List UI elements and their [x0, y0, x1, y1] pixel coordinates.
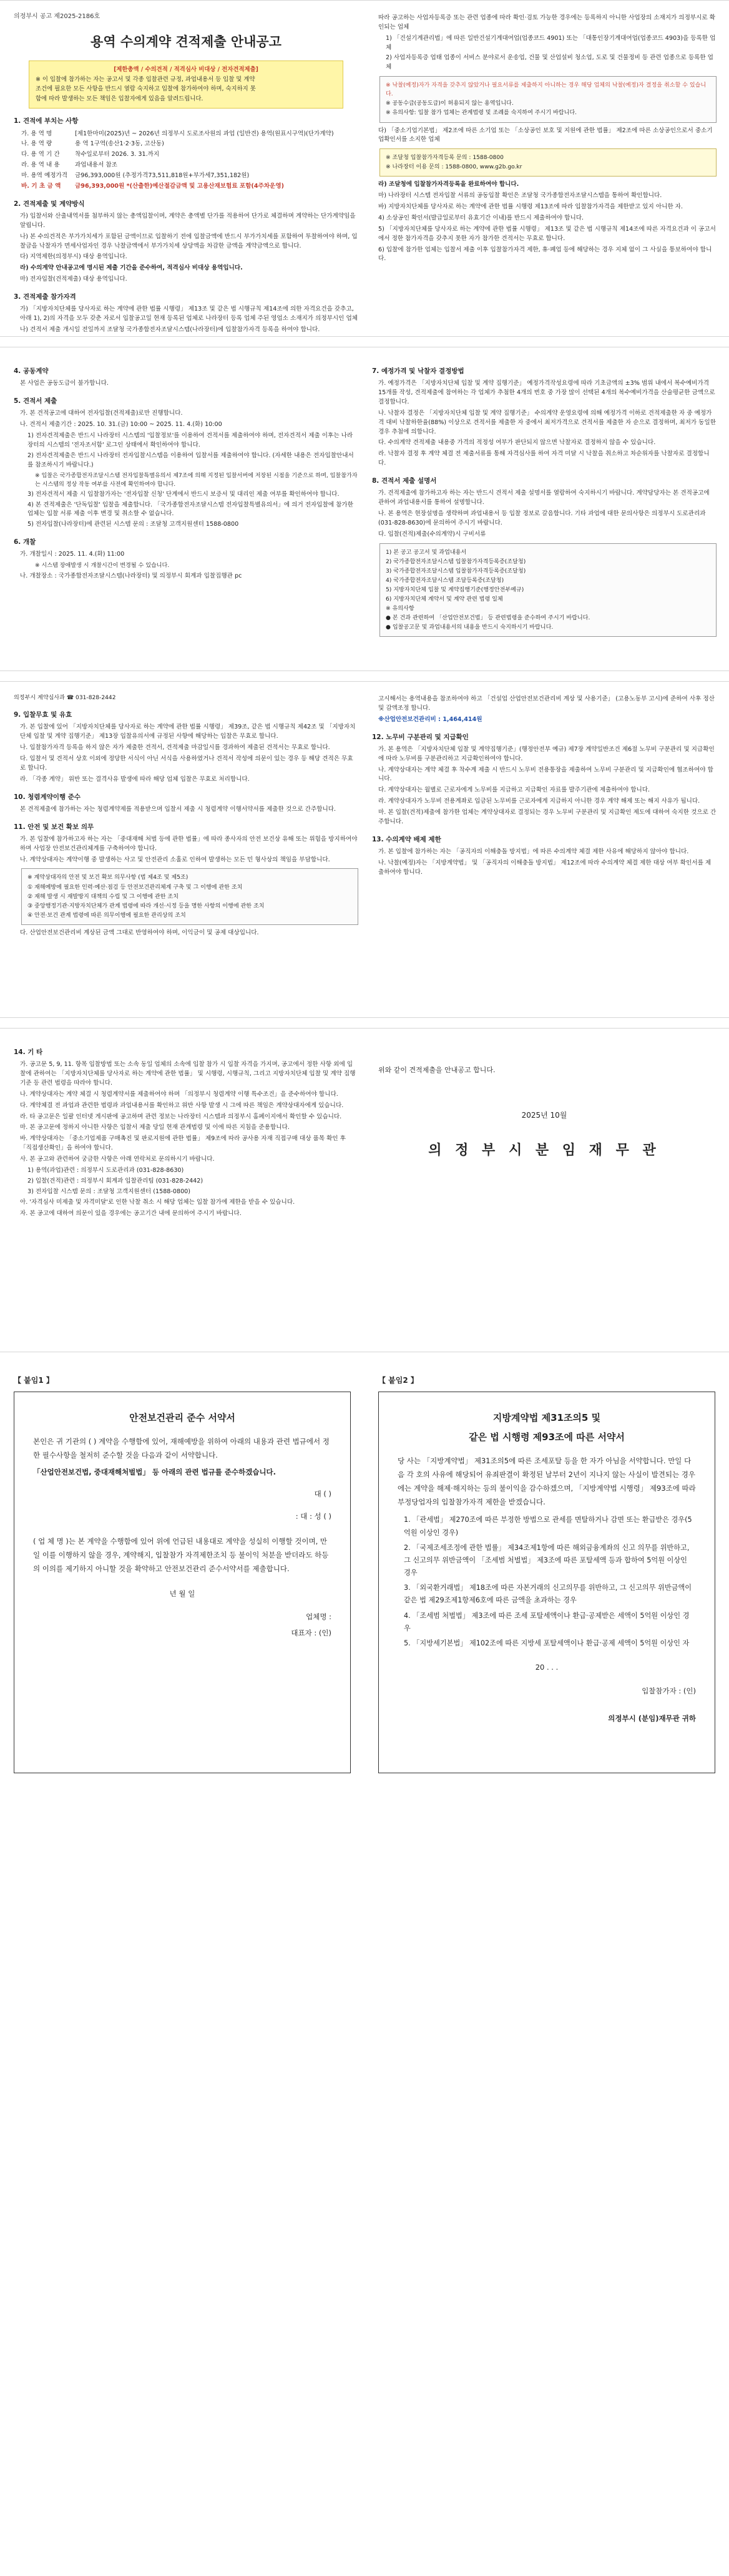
page2-right-column: [372, 359, 717, 641]
pledge-form-safety: [14, 1392, 351, 1773]
info-row: [21, 150, 358, 160]
box-line: ● 입찰공고문 및 과업내용서의 내용을 반드시 숙지하시기 바랍니다.: [386, 624, 554, 631]
form-paragraph: ( 업 체 명 )는 본 계약을 수행함에 있어 위에 언급된 내용대로 계약을 성실히 이행할 것이며, 만일 이를 이행하지 않을 경우, 계약해지, 입찰참가 자격제한조치 등 불이익 처분을 받더라도 하등의 이의를 제기하지 아니할 것을 확약하고 안전보건관리 준수서약서를 제출합니다.: [33, 1537, 329, 1573]
form-item: 4. 「조세범 처벌법」 제3조에 따른 조세 포탈세액이나 환급·공제받은 세액이 5억원 이상인 경우: [404, 1611, 690, 1632]
box-line: ※ 조달청 입찰참가자격등록 문의 : 1588-0800: [386, 155, 504, 162]
paragraph: 라. 「각종 계약」 위반 또는 결격사유 발생에 따라 해당 업체 입찰은 무효로 처리합니다.: [20, 775, 250, 783]
paragraph: 1) 「건설기계관리법」에 따른 일반건설기계대여업(업종코드 4901) 또는 「대통인장기계대여업(업종코드 4903)을 등록한 업체: [386, 34, 716, 51]
contact-line: 의정부시 계약심사과 ☎ 031-828-2442: [14, 695, 116, 701]
paragraph: 4) 소상공인 확인서(발급일로부터 유효기간 이내)를 반드시 제출하여야 합니다.: [378, 215, 584, 222]
info-key: 나. 용 역 량: [21, 140, 52, 148]
section-heading: 10. 청렴계약이행 준수: [14, 793, 81, 801]
box-line: ※ 공동수급(공동도급)이 허용되지 않는 용역입니다.: [386, 100, 514, 107]
paragraph: 가. 예정가격은 「지방자치단체 입찰 및 계약 집행기준」 예정가격작성요령에 따라 기초금액의 ±3% 범위 내에서 복수예비가격 15개를 작성, 견적제출에 참여하는 각 업체가 추첨한 4개의 번호 중 가장 많이 선택된 4개의 복수예비가격을 산술평균한 금액으로 결정합니다.: [378, 380, 715, 405]
box-line: ※ 계약상대자의 안전 및 보건 확보 의무사항 (법 제4조 및 제5조): [27, 874, 188, 881]
info-value: [제1한마미(2025)년 ~ 2026년 의정부시 도로조사원의 과업 (일반견) 용역(원표시구역)(단가계약): [75, 130, 334, 137]
paragraph: 다. 입찰서 및 견적서 상호 이외에 정당한 서식이 아닌 서식을 사용하였거나 견적서 작성에 의문이 있는 경우 등 해당 견적은 무효로 합니다.: [20, 755, 353, 772]
paragraph: 가) 「지방자치단체를 당사자로 하는 계약에 관한 법률 시행령」 제13조 및 같은 법 시행규칙 제14조에 의한 자격요건을 갖추고, 아래 1), 2)의 자격을 모두 갖춘 자로서 입찰공고일 현재 등록된 업체로 나라장터 등록 업체 주된 영업소 소재지가 의정부시인 업체: [20, 306, 358, 322]
paragraph: 라. 계약상대자가 노무비 전용계좌로 입금된 노무비를 근로자에게 지급하지 아니한 경우 계약 해제 또는 해지 사유가 됩니다.: [378, 798, 700, 805]
info-row: [21, 130, 358, 139]
paragraph: 마) 나라장터 시스템 전자입찰 서류의 공동입찰 확인은 조달청 국가종합전자조달시스템을 통하여 확인합니다.: [378, 192, 662, 200]
box-line: 3) 국가종합전자조달시스템 입찰참가자격등록증(조달청): [386, 568, 526, 574]
info-value: 금96,393,000원 *(산출한)예산절감금액 및 고용산재보험료 포함(4주차운영): [75, 182, 284, 190]
banner-line: 함에 따라 발생하는 모든 책임은 입찰자에게 있음을 알려드립니다.: [36, 95, 203, 102]
section-heading: 1. 견적에 부치는 사항: [14, 117, 79, 125]
section-heading: 8. 견적서 제출 설명서: [372, 477, 437, 485]
form-title: 같은 법 시행령 제93조에 따른 서약서: [469, 1431, 625, 1443]
issuing-office: 의 정 부 시 분 임 재 무 관: [428, 1142, 660, 1158]
page2-left-column: [14, 359, 358, 583]
paragraph: 바. 계약상대자는 「중소기업제품 구매촉진 및 판로지원에 관한 법률」 제9조에 따라 공사용 자재 직접구매 대상 품목 확인 후 「직접생산확인」을 하여야 합니다.: [20, 1135, 346, 1152]
box-line: 5) 지방자치단체 입찰 및 계약집행기준(행정안전부예규): [386, 586, 524, 593]
paragraph: 나. 견적서 제출기간 : 2025. 10. 31.(금) 10:00 ~ 2025. 11. 4.(화) 10:00: [20, 421, 222, 429]
paragraph: 2) 사업자등록증 업태 업종이 서비스 분야로서 운송업, 건물 및 산업설비 청소업, 도로 및 건물정비 등 관련 업종으로 등록한 업체: [386, 54, 713, 71]
banner-line: 조건에 필요한 모든 사항을 반드시 열람 숙지하고 입찰에 참가하여야 하며, 숙지하지 못: [36, 85, 256, 93]
paragraph: 가. 본 견적공고에 대하여 전자입찰(견적제출)로만 진행합니다.: [20, 410, 183, 417]
info-key: 바. 기 초 금 액: [21, 182, 61, 190]
form-representative: 대표자 : (인): [291, 1629, 331, 1638]
info-row: [21, 172, 358, 181]
form-sign-line: : 대 : 성 ( ): [295, 1512, 331, 1521]
section-heading: 7. 예정가격 및 낙찰자 결정방법: [372, 367, 464, 375]
form-company: 업체명 :: [306, 1612, 331, 1622]
form-date: 년 월 일: [169, 1589, 195, 1598]
paragraph: 나. 계약상대자는 계약 체결 후 착수계 제출 시 반드시 노무비 전용통장을 제출하여 노무비 구분관리 및 지급확인에 협조하여야 합니다.: [378, 766, 713, 783]
section-heading: 6. 개찰: [14, 538, 36, 546]
notice-banner: [29, 61, 343, 109]
paragraph: 2) 입찰(견적)관련 : 의정부시 회계과 입찰관리팀 (031-828-2442): [27, 1177, 203, 1184]
safety-duty-box: [21, 868, 358, 924]
form-item-list: [404, 1514, 696, 1650]
page4-left-column: [14, 1040, 358, 1221]
section-heading: 2. 견적제출 및 계약방식: [14, 200, 85, 208]
paragraph: 다. 계약상대자는 월별로 근로자에게 노무비를 지급하고 지급확인 자료를 발주기관에 제출하여야 합니다.: [378, 787, 650, 794]
box-line: ③ 중앙행정기관·지방자치단체가 관계 법령에 따라 개선·시정 등을 명한 사항의 이행에 관한 조치: [27, 903, 265, 909]
notice-page-3: [0, 681, 729, 1018]
paragraph: 나. 낙찰(예정)자는 「지방계약법」 및 「공직자의 이해충돌 방지법」 제12조에 따라 수의계약 체결 제한 대상 여부 확인서를 제출하여야 합니다.: [378, 859, 712, 876]
notice-page-4: [0, 1028, 729, 1352]
paragraph: 5) 전자입찰(나라장터)에 관련된 시스템 문의 : 조달청 고객지원센터 1588-0800: [27, 521, 239, 528]
closing-note: 위와 같이 견적제출을 안내공고 합니다.: [378, 1066, 496, 1074]
section-heading: 5. 견적서 제출: [14, 397, 57, 405]
attachment-label: 【 붙임1 】: [14, 1376, 54, 1385]
paragraph: 가. 본 입찰에 있어 「지방자치단체를 당사자로 하는 계약에 관한 법률 시행령」 제39조, 같은 법 시행규칙 제42조 및 「지방자치단체 입찰 및 계약 집행기준」 제13장 입찰유의서에 규정된 사항에 해당하는 입찰은 무효로 합니다.: [20, 724, 356, 740]
form-sign-line: 대 ( ): [314, 1489, 331, 1499]
paragraph: 나. 개찰장소 : 국가종합전자조달시스템(나라장터) 및 의정부시 회계과 입찰집행관 pc: [20, 573, 242, 580]
notice-page-2: [0, 347, 729, 671]
paragraph: 본 견적제출에 참가하는 자는 청렴계약제를 적용받으며 입찰서 제출 시 청렴계약 이행서약서를 제출한 것으로 간주합니다.: [20, 805, 336, 813]
paragraph: 3) 전자입찰 시스템 문의 : 조달청 고객지원센터 (1588-0800): [27, 1188, 191, 1195]
notice-number: 의정부시 공고 제2025-2186호: [14, 13, 100, 20]
box-line: 1) 본 공고 공고서 및 과업내용서: [386, 549, 467, 556]
signature-block: [372, 1110, 717, 1161]
banner-tags: [제한총액 / 수의견적 / 적격심사 비대상 / 전자견적제출]: [114, 66, 258, 74]
form-paragraph: 당 사는 「지방계약법」 제31조의5에 따른 조세포탈 등을 한 자가 아님을 서약합니다. 만일 다음 각 호의 사유에 해당되어 유죄판결이 확정된 날부터 2년이 지나지 않는 사실이 발견되는 경우에는 계약을 해제·해지하는 등의 불이익을 감수하겠으며, 「지방계약법 시행령」 제93조에 따라 부정당업자의 입찰참가자격 제한을 받겠습니다.: [398, 1456, 696, 1506]
paragraph: 나) 견적서 제출 개시일 전일까지 조달청 국가종합전자조달시스템(나라장터)에 입찰참가자격 등록을 하여야 합니다.: [20, 326, 320, 334]
paragraph: 3) 전자견적서 제출 시 입찰참가자는 '전자입찰 신청' 단계에서 반드시 보증서 및 대리인 제출 여부를 확인하여야 합니다.: [27, 490, 340, 498]
paragraph: 가. 본 용역은 「지방자치단체 입찰 및 계약집행기준」(행정안전부 예규) 제7장 계약일반조건 제6절 노무비 구분관리 및 지급확인에 따라 노무비를 구분관리하고 지급확인하여야 합니다.: [378, 745, 715, 762]
paragraph: 자. 본 공고에 대하여 의문이 있을 경우에는 공고기간 내에 문의하여 주시기 바랍니다.: [20, 1210, 242, 1218]
section-heading: 12. 노무비 구분관리 및 지급확인: [372, 733, 469, 741]
paragraph: 아. '자격심사 미제출 및 자격미달'로 인한 낙찰 취소 시 해당 업체는 입찰 참가에 제한을 받을 수 있습니다.: [20, 1199, 295, 1206]
paragraph: 다. 수의계약 견적제출 내용중 가격의 적정성 여부가 판단되지 않으면 낙찰자로 결정하지 않을 수 있습니다.: [378, 439, 656, 447]
box-line: ④ 안전·보건 관계 법령에 따른 의무이행에 필요한 관리상의 조치: [27, 912, 186, 919]
page3-left-body: [14, 710, 358, 938]
box-line: ※ 낙찰(예정)자가 자격을 갖추지 않았거나 필요서류를 제출하지 아니하는 경우 해당 업체의 낙찰(예정)자 결정을 취소할 수 있습니다.: [386, 82, 707, 98]
paragraph: 마) 전자입찰(견적제출) 대상 용역입니다.: [20, 276, 127, 283]
paragraph: 라. 타 공고문은 일괄 인터넷 게시판에 공고하며 관련 정보는 나라장터 시스템과 의정부시 홈페이지에서 확인할 수 있습니다.: [20, 1113, 342, 1120]
paragraph: 가. 개찰일시 : 2025. 11. 4.(화) 11:00: [20, 551, 125, 558]
safety-cost-line: ※산업안전보건관리비 : 1,464,414원: [378, 715, 482, 723]
box-line: 4) 국가종합전자조달시스템 조달등록증(조달청): [386, 577, 504, 584]
paragraph: 따라 공고하는 사업자등록증 또는 관련 업종에 따라 확인·검토 가능한 경우에는 등록하지 아니한 사업장의 소재지가 의정부시로 확인되는 업체: [378, 14, 715, 31]
section-heading: 13. 수의계약 배제 제한: [372, 835, 441, 843]
paragraph: 2) 전자견적제출은 반드시 나라장터 전자입찰시스템을 이용하여 입찰서를 제출하여야 합니다. (자세한 내용은 전자입찰안내서를 참조하시기 바랍니다.): [27, 452, 354, 468]
info-row: [21, 182, 358, 191]
paragraph: ※ 입찰은 국가종합전자조달시스템 전자입찰특별유의서 제7조에 의해 지정된 입찰서버에 저장된 시점을 기준으로 하며, 입찰참가자는 시스템의 정상 작동 여부를 사전에 확인하여야 합니다.: [35, 472, 358, 488]
info-row: [21, 140, 358, 149]
paragraph: 가. 본 입찰에 참가하고자 하는 자는 「중대재해 처벌 등에 관한 법률」에 따라 종사자의 안전 보건상 유해 또는 위험을 방지하여야 하며 사업장 안전보건관리체계를 구축하여야 합니다.: [20, 835, 358, 852]
paragraph: 나. 낙찰자 결정은 「지방자치단체 입찰 및 계약 집행기준」 수의계약 운영요령에 의해 예정가격 이하로 견적제출한 자 중 예정가격 대비 낙찰하한율(88%) 이상으로 견적서를 제출한 자 중에서 최저가격으로 견적서를 제출한 자 순으로 결정하며, 최저가 동일한 경우 추첨에 의합니다.: [378, 409, 716, 435]
paragraph: 나. 입찰참가자격 등록을 하지 않은 자가 제출한 견적서, 견적제출 마감일시를 경과하여 제출된 견적서는 무효로 합니다.: [20, 744, 330, 752]
page4-right-column: [372, 1040, 717, 1077]
paragraph: 나. 계약상대자는 계약 체결 시 청렴계약서를 제출하여야 하며 「의정부시 청렴계약 이행 특수조건」을 준수하여야 합니다.: [20, 1090, 338, 1098]
info-row: [21, 161, 358, 170]
box-line: ② 재해 발생 시 재발방지 대책의 수립 및 그 이행에 관한 조치: [27, 893, 179, 900]
box-line: ※ 유의사항: [386, 606, 414, 613]
section-heading: 4. 공동계약: [14, 367, 49, 375]
paragraph: 다. 계약체결 전 과업과 관련한 법령과 과업내용서를 확인하고 위반 사항 발생 시 그에 따른 책임은 계약상대자에게 있습니다.: [20, 1102, 344, 1109]
paragraph: 5) 「지방자치단체를 당사자로 하는 계약에 관한 법률 시행령」 제13조 및 같은 법 시행규칙 제14조에 따른 자격요건과 이 공고서에서 정한 참가자격을 갖추지 못한 자가 참가한 견적서는 무효로 합니다.: [378, 225, 716, 242]
paragraph: 다. 입찰(견적)제출(수의계약)시 구비서류: [378, 530, 486, 538]
banner-line: ※ 이 입찰에 참가하는 자는 공고서 및 각종 입찰관련 규정, 과업내용서 등 입찰 및 계약: [36, 75, 255, 83]
pledge-form-tax: [378, 1392, 715, 1773]
paragraph: 가. 본 입찰에 참가하는 자는 「공직자의 이해충돌 방지법」에 따른 수의계약 체결 제한 사유에 해당하지 않아야 합니다.: [378, 848, 689, 855]
paragraph: 본 사업은 공동도급이 불가합니다.: [20, 380, 109, 387]
box-line: ※ 나라장터 이용 문의 : 1588-0800, www.g2b.go.kr: [386, 164, 522, 171]
form-title: 안전보건관리 준수 서약서: [129, 1411, 235, 1423]
notice-page-1: [0, 0, 729, 337]
form-item: 1. 「관세법」 제270조에 따른 부정한 방법으로 관세를 면탈하거나 감면 또는 환급받은 경우(5억원 이상인 경우): [404, 1516, 692, 1537]
paragraph: 나) 본 수의견적은 부가가치세가 포함된 금액이므로 입찰하기 전에 입찰금액에 반드시 부가가치세를 포함하여 투찰하여야 하며, 입찰금을 낙찰자가 면세사업자인 경우 낙찰금액에서 부가가치세 상당액을 차감한 금액을 계약금액으로 합니다.: [20, 233, 358, 249]
attachment-page: [0, 1362, 729, 1836]
paragraph: 라) 수의계약 안내공고에 명시된 제출 기간을 준수하여, 적격심사 비대상 용역입니다.: [20, 264, 243, 272]
paragraph: 마. 본 공고문에 정하지 아니한 사항은 입찰서 제출 당일 현재 관계법령 및 이에 따른 지침을 준용합니다.: [20, 1124, 290, 1131]
box-line: ● 본 건과 관련하여 「산업안전보건법」 등 관련법령을 준수하여 주시기 바랍니다.: [386, 615, 590, 622]
contact-box: [379, 148, 717, 177]
box-line: ① 재해예방에 필요한 인력·예산·점검 등 안전보건관리체계 구축 및 그 이행에 관한 조치: [27, 884, 243, 891]
document-title: 용역 수의계약 견적제출 안내공고: [91, 34, 281, 49]
form-item: 3. 「외국환거래법」 제18조에 따른 자본거래의 신고의무를 위반하고, 그 신고의무 위반금액이 같은 법 제29조제1항제6호에 따른 금액을 초과하는 경우: [404, 1584, 692, 1605]
paragraph: 1) 용역(과업)관련 : 의정부시 도로관리과 (031-828-8630): [27, 1166, 184, 1174]
page1-left-column: [14, 12, 358, 337]
page1-right-column: [372, 12, 717, 266]
paragraph: 가. 공고문 5, 9, 11. 항목 입찰방법 또는 소속 동일 업체의 소속에 입찰 참가 시 입찰 자격을 가지며, 공고에서 정한 사항 외에 입찰에 관하여는 「지방자치단체를 당사자로 하는 계약에 관한 법률」 및 시행령, 시행규칙, 그리고 지방자치단체 입찰 및 계약 집행기준 등 관련 법령을 따라야 합니다.: [20, 1061, 356, 1087]
form-bidder: 입찰참가자 : (인): [642, 1686, 696, 1695]
form-item: 2. 「국제조세조정에 관한 법률」 제34조제1항에 따른 해외금융계좌의 신고 의무를 위반하고, 그 신고의무 위반금액이 「조세범 처벌법」 제3조에 따른 포탈세액 등과 합하여 5억원 이상인 경우: [404, 1543, 690, 1577]
paragraph: 바) 지방자치단체를 당사자로 하는 계약에 관한 법률 시행령 제13조에 따라 입찰참가자격을 제한받고 있지 아니한 자.: [378, 203, 683, 211]
paragraph: 가) 입찰서와 산출내역서를 첨부하지 않는 총액입찰이며, 계약은 총액별 단가를 적용하여 단가로 체결하며 계약하는 단가계약임을 알립니다.: [20, 213, 356, 229]
paragraph: 고시해서는 용역내용을 참조하여야 하고 「건설업 산업안전보건관리비 계상 및 사용기준」 (고용노동부 고시)에 준하여 사후 정산 및 감액조정 합니다.: [378, 695, 715, 712]
paragraph: 나. 계약상대자는 계약이행 중 발생하는 사고 및 안전관리 소홀로 인하여 발생하는 모든 민 형사상의 책임을 부담합니다.: [20, 856, 330, 863]
info-value: 착수일로부터 2026. 3. 31.까지: [75, 151, 160, 158]
info-value: 과업내용서 참조: [75, 162, 117, 169]
form-item: 5. 「지방세기본법」 제102조에 따른 지방세 포탈세액이나 환급·공제 세액이 5억원 이상인 자: [404, 1639, 690, 1647]
page3-left-column: [14, 693, 358, 940]
form-recipient: 의정부시 (분임)재무관 귀하: [608, 1713, 696, 1723]
info-key: 다. 용 역 기 간: [21, 151, 60, 158]
paragraph: 다) 지역제한(의정부시) 대상 용역입니다.: [20, 253, 127, 261]
paragraph: 사. 본 공고와 관련하여 궁금한 사항은 아래 연락처로 문의하시기 바랍니다.: [20, 1156, 215, 1163]
form-paragraph: 본인은 귀 기관의 ( ) 계약을 수행함에 있어, 재해예방을 위하여 아래의 내용과 관련 법규에서 정한 필수사항을 철저히 준수할 것을 다음과 같이 서약합니다.: [33, 1436, 330, 1460]
page3-right-body: [372, 732, 717, 878]
section-heading: 14. 기 타: [14, 1048, 43, 1056]
page3-right-column: [372, 693, 717, 879]
paragraph: 가. 견적제출에 참가하고자 하는 자는 반드시 견적서 제출 설명서를 열람하여 숙지하시기 바랍니다. 계약담당자는 본 견적공고에 관하여 과업내용서를 통하여 설명합니다.: [378, 490, 710, 506]
info-key: 라. 용 역 내 용: [21, 162, 60, 169]
info-value: 금96,393,000원 (추정가격73,511,818원+부가세7,351,182원): [75, 172, 250, 180]
form-date: 20 . . .: [535, 1663, 559, 1672]
box-line: ※ 유의사항: 입찰 참가 업체는 관계법령 및 조례를 숙지하여 주시기 바랍니다.: [386, 110, 577, 117]
box-line: 6) 지방자치단체 계약서 및 계약 관련 법령 일체: [386, 596, 503, 603]
attachment-2: [378, 1375, 715, 1773]
attachment-label: 【 붙임2 】: [378, 1376, 418, 1385]
notice-box: [379, 76, 717, 122]
paragraph: 4) 본 견적제출은 '단독입찰' 입찰을 제출합니다. 「국가종합전자조달시스템 전자입찰특별유의서」에 의거 전자입찰에 참가한 업체는 입찰 서류 제출 이후 변경 및 취소할 수 없습니다.: [27, 501, 353, 518]
box-line: 2) 국가종합전자조달시스템 입찰참가자격등록증(조달청): [386, 558, 526, 565]
info-value: 용 역 1구역(송산1·2·3동, 고산동): [75, 140, 164, 148]
form-title: 지방계약법 제31조의5 및: [492, 1411, 601, 1423]
paragraph: 나. 본 용역은 현장설명을 생략하며 과업내용서 등 입찰 정보로 갈음합니다. 기타 과업에 대한 문의사항은 의정부시 도로관리과(031-828-8630)에 문의하여 주시기 바랍니다.: [378, 510, 706, 526]
paragraph: 1) 전자견적제출은 반드시 나라장터 시스템의 '입찰정보'를 이용하여 견적서를 제출하여야 하며, 전자견적서 제출 이후는 나라장터의 시스템의 '전자조서함' 로그인 상태에서 확인하여야 합니다.: [27, 432, 353, 448]
paragraph: ※ 시스템 장애발생 시 개찰시간이 변경될 수 있습니다.: [35, 563, 170, 569]
paragraph: 다. 산업안전보건관리비 계상된 금액 그대로 반영하여야 하며, 이익금이 및 공제 대상입니다.: [20, 929, 259, 936]
section-heading: 9. 입찰무효 및 유효: [14, 711, 72, 719]
paragraph: 6) 입찰에 참가한 업체는 입찰서 제출 이후 입찰참가자격 제한, 휴·폐업 등에 해당하는 경우 지체 없이 그 사실을 통보하여야 합니다.: [378, 246, 712, 263]
required-documents-box: [379, 543, 717, 637]
paragraph: 라. 낙찰자 결정 후 계약 체결 전 제출서류를 통해 자격심사를 하여 자격 미달 시 낙찰을 취소하고 차순위자를 낙찰자로 결정합니다.: [378, 450, 710, 467]
info-key: 마. 용역 예정가격: [21, 172, 68, 180]
info-key: 가. 용 역 명: [21, 130, 52, 137]
paragraph: 라) 조달청에 입찰참가자격등록을 완료하여야 합니다.: [378, 181, 519, 188]
paragraph: 마. 본 입찰(견적)제출에 참가한 업체는 계약상대자로 결정되는 경우 노무비 구분관리 및 지급확인 제도에 대하여 숙지한 것으로 간주합니다.: [378, 809, 717, 825]
section-heading: 3. 견적제출 참가자격: [14, 293, 76, 301]
section-heading: 11. 안전 및 보건 확보 의무: [14, 823, 94, 831]
paragraph: 다) 「중소기업기본법」 제2조에 따른 소기업 또는 「소상공인 보호 및 지원에 관한 법률」 제2조에 따른 소상공인으로서 중소기업확인서를 소지한 업체: [378, 127, 713, 143]
form-paragraph: 「산업안전보건법, 중대재해처벌법」 등 아래의 관련 법규를 준수하겠습니다.: [33, 1467, 276, 1476]
notice-date: 2025년 10월: [521, 1111, 567, 1120]
attachment-1: [14, 1375, 351, 1773]
